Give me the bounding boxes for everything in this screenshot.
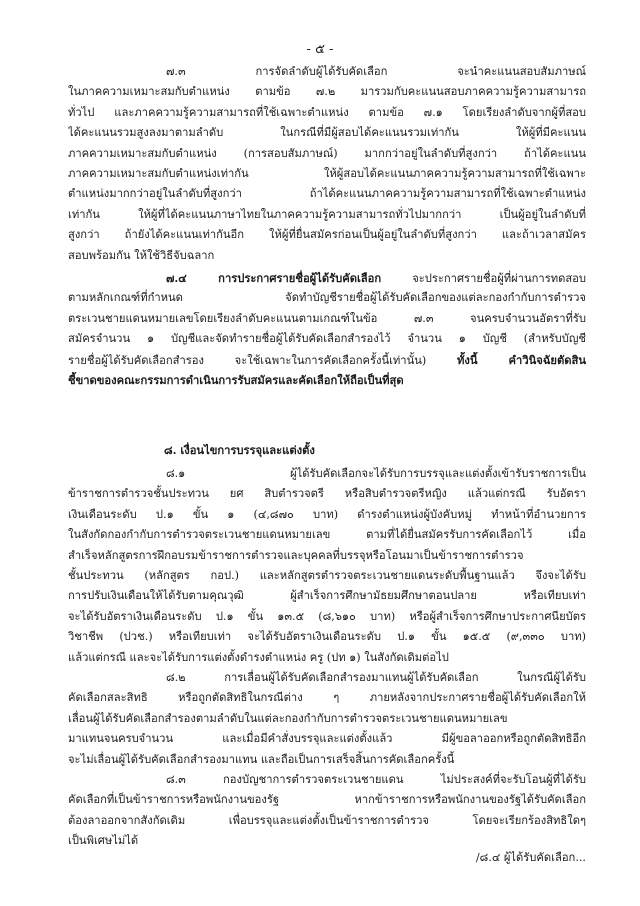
text-line xyxy=(68,350,586,370)
bold-text: ชี้ขาดของคณะกรรมการดำเนินการรับสมัครและคัดเลือกให้ถือเป็นที่สุด xyxy=(68,372,404,387)
text-line: ๘.๑ ผู้ได้รับคัดเลือกจะได้รับการบรรจุและแต่งตั้งเข้ารับราชการเป็น xyxy=(166,467,586,480)
text-line: ได้คะแนนรวมสูงลงมาตามลำดับ ในกรณีที่มีผู้สอบได้คะแนนรวมเท่ากัน ให้ผู้ที่มีคะแนน xyxy=(68,126,586,140)
text-line: ๘.๒ การเลื่อนผู้ได้รับคัดเลือกสำรองมาแทนผู้ได้รับคัดเลือก ในกรณีผู้ได้รับ xyxy=(166,671,586,684)
text-line: ชั้นประทวน (หลักสูตร กอป.) และหลักสูตรตำรวจตระเวนชายแดนระดับพื้นฐานแล้ว จึงจะได้รับ xyxy=(68,568,586,582)
page-number: - ๕ - xyxy=(306,42,334,57)
section-heading-7-4: ๗.๔ การประกาศรายชื่อผู้ได้รับคัดเลือก xyxy=(166,271,382,285)
text-line: ต้องลาออกจากสังกัดเดิม เพื่อบรรจุและแต่งตั้งเป็นข้าราชการตำรวจ โดยจะเรียกร้องสิทธิใดๆ xyxy=(68,813,586,827)
text-line: แล้วแต่กรณี และจะได้รับการแต่งตั้งดำรงตำแหน่ง ครู (ปท ๑) ในสังกัดเดิมต่อไป xyxy=(68,650,449,664)
text-line: การปรับเงินเดือนให้ได้รับตามคุณวุฒิ ผู้สำเร็จการศึกษามัธยมศึกษาตอนปลาย หรือเทียบเท่า xyxy=(68,589,586,603)
continuation-reference: /๘.๔ ผู้ได้รับคัดเลือก... xyxy=(475,851,586,864)
text-line: มาแทนจนครบจำนวน และเมื่อมีคำสั่งบรรจุและแต่งตั้งแล้ว มีผู้ขอลาออกหรือถูกตัดสิทธิอีก xyxy=(68,732,586,746)
text-line: ทั่วไป และภาคความรู้ความสามารถที่ใช้เฉพาะตำแหน่ง ตามข้อ ๗.๑ โดยเรียงลำดับจากผู้ที่สอบ xyxy=(68,105,586,119)
text-line: สูงกว่า ถ้ายังได้คะแนนเท่ากันอีก ให้ผู้ที่ยื่นสมัครก่อนเป็นผู้อยู่ในลำดับที่สูงกว่า และถ้าเวลาสมัคร xyxy=(68,228,586,242)
section-heading-8: ๘. เงื่อนไขการบรรจุและแต่งตั้ง xyxy=(164,443,315,457)
text-span: รายชื่อผู้ได้รับคัดเลือกสำรอง จะใช้เฉพาะในการคัดเลือกครั้งนี้เท่านั้น) xyxy=(68,353,457,367)
text-line: ตระเวนชายแดนหมายเลขโดยเรียงลำดับคะแนนตามเกณฑ์ในข้อ ๗.๓ จนครบจำนวนอัตราที่รับ xyxy=(68,311,586,325)
text-line xyxy=(68,370,586,390)
paragraph-8-1 xyxy=(68,464,586,668)
text-line: ในภาคความเหมาะสมกับตำแหน่ง ตามข้อ ๗.๒ มารวมกับคะแนนสอบภาคความรู้ความสามารถ xyxy=(68,85,586,99)
text-line: ข้าราชการตำรวจชั้นประทวน ยศ สิบตำรวจตรี หรือสิบตำรวจตรีหญิง แล้วแต่กรณี รับอัตรา xyxy=(68,487,586,501)
paragraph-7-4 xyxy=(68,268,586,390)
text-span: จะประกาศรายชื่อผู้ที่ผ่านการทดสอบ xyxy=(381,272,586,285)
text-line: ๘.๓ กองบัญชาการตำรวจตระเวนชายแดน ไม่ประสงค์ที่จะรับโอนผู้ที่ได้รับ xyxy=(166,773,586,786)
text-line: ตำแหน่งมากกว่าอยู่ในลำดับที่สูงกว่า ถ้าได้คะแนนภาคความรู้ความสามารถที่ใช้เฉพาะตำแหน่ง xyxy=(68,187,586,201)
text-line: คัดเลือกที่เป็นข้าราชการหรือพนักงานของรัฐ หากข้าราชการหรือพนักงานของรัฐได้รับคัดเลือก xyxy=(68,793,586,807)
paragraph-8-2 xyxy=(68,668,586,770)
text-line: ภาคความเหมาะสมกับตำแหน่งเท่ากัน ให้ผู้สอบได้คะแนนภาคความรู้ความสามารถที่ใช้เฉพาะ xyxy=(68,166,586,180)
paragraph-8-3 xyxy=(68,770,586,852)
text-line xyxy=(68,268,586,288)
text-line: วิชาชีพ (ปวช.) หรือเทียบเท่า จะได้รับอัตราเงินเดือนระดับ ป.๑ ขั้น ๑๕.๕ (๙,๓๓๐ บาท) xyxy=(68,630,586,644)
paragraph-7-3 xyxy=(68,62,586,266)
text-line: คัดเลือกสละสิทธิ หรือถูกตัดสิทธิในกรณีต่าง ๆ ภายหลังจากประกาศรายชื่อผู้ได้รับคัดเลือกให้ xyxy=(68,691,586,705)
text-line: เงินเดือนระดับ ป.๑ ขั้น ๑ (๔,๘๗๐ บาท) ดำรงตำแหน่งผู้บังคับหมู่ ทำหน้าที่อำนวยการ xyxy=(68,507,586,521)
text-line: สำเร็จหลักสูตรการฝึกอบรมข้าราชการตำรวจและบุคคลที่บรรจุหรือโอนมาเป็นข้าราชการตำรวจ xyxy=(68,548,524,562)
text-line: เลื่อนผู้ได้รับคัดเลือกสำรองตามลำดับในแต่ละกองกำกับการตำรวจตระเวนชายแดนหมายเลข xyxy=(68,711,508,725)
text-line: จะไม่เลื่อนผู้ได้รับคัดเลือกสำรองมาแทน และถือเป็นการเสร็จสิ้นการคัดเลือกครั้งนี้ xyxy=(68,752,455,766)
text-line: เป็นพิเศษไม่ได้ xyxy=(68,834,139,848)
text-line: ๗.๓ การจัดลำดับผู้ได้รับคัดเลือก จะนำคะแนนสอบสัมภาษณ์ xyxy=(166,65,586,78)
text-line: ในสังกัดกองกำกับการตำรวจตระเวนชายแดนหมายเลข ตามที่ได้ยื่นสมัครรับการคัดเลือกไว้ เมื่อ xyxy=(68,528,586,542)
text-line: สมัครจำนวน ๑ บัญชีและจัดทำรายชื่อผู้ได้รับคัดเลือกสำรองไว้ จำนวน ๑ บัญชี (สำหรับบัญชี xyxy=(68,332,586,346)
bold-text: ทั้งนี้ คำวินิจฉัยตัดสิน xyxy=(457,352,586,367)
text-line: ภาคความเหมาะสมกับตำแหน่ง (การสอบสัมภาษณ์) มากกว่าอยู่ในลำดับที่สูงกว่า ถ้าได้คะแนน xyxy=(68,146,586,160)
text-line: ตามหลักเกณฑ์ที่กำหนด จัดทำบัญชีรายชื่อผู้ได้รับคัดเลือกของแต่ละกองกำกับการตำรวจ xyxy=(68,291,586,305)
text-line: สอบพร้อมกัน ให้ใช้วิธีจับฉลาก xyxy=(68,248,215,262)
text-line: จะได้รับอัตราเงินเดือนระดับ ป.๑ ขั้น ๑๓.๕ (๘,๖๑๐ บาท) หรือผู้สำเร็จการศึกษาประกาศนียบัตร xyxy=(68,609,586,623)
text-line: เท่ากัน ให้ผู้ที่ได้คะแนนภาษาไทยในภาคความรู้ความสามารถทั่วไปมากกว่า เป็นผู้อยู่ในลำดับที่ xyxy=(68,207,586,221)
